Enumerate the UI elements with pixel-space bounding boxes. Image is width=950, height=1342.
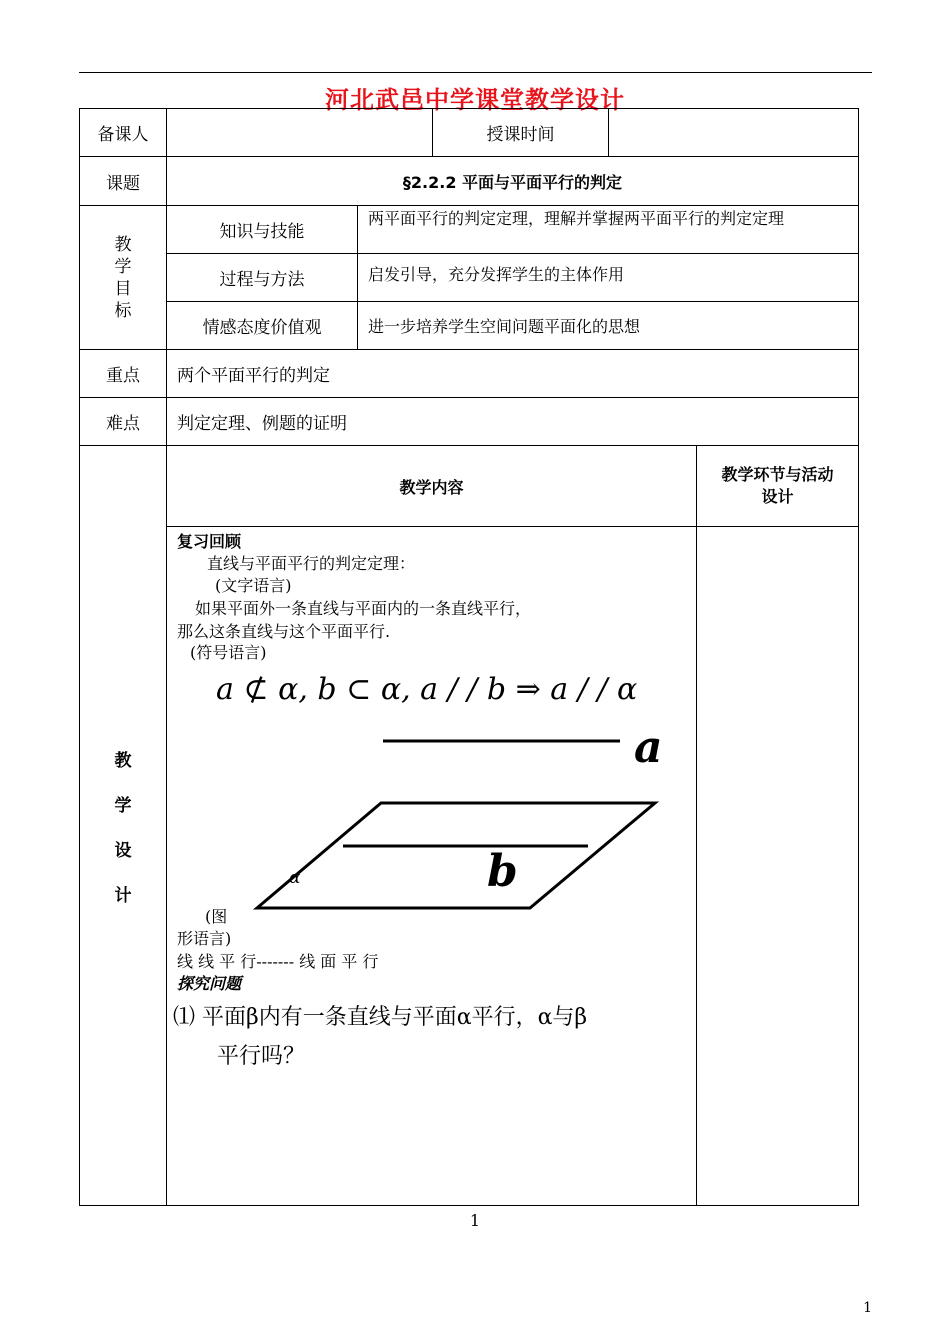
objectives-label-char: 标 (114, 300, 132, 321)
difficulty-value: 判定定理、例题的证明 (166, 397, 859, 446)
preparer-value (166, 108, 433, 157)
design-label-char: 设 (114, 840, 132, 861)
objective-content: 启发引导，充分发挥学生的主体作用 (357, 253, 859, 302)
graphic-language-label: 形语言) (177, 929, 232, 948)
header-rule (79, 72, 872, 73)
symbol-language-label: (符号语言) (190, 643, 267, 662)
topic-value: §2.2.2 平面与平面平行的判定 (166, 156, 859, 206)
summary-line: 线 线 平 行------- 线 面 平 行 (177, 952, 379, 971)
objective-category: 知识与技能 (166, 205, 358, 254)
theorem-text-line: 如果平面外一条直线与平面内的一条直线平行， (195, 599, 532, 618)
figure-label-b: b (487, 846, 518, 897)
review-heading: 复习回顾 (177, 532, 242, 551)
objective-category: 情感态度价值观 (166, 301, 358, 350)
theorem-text-line: 那么这条直线与这个平面平行. (177, 622, 391, 641)
objectives-label-char: 目 (114, 278, 132, 299)
activity-header (696, 445, 859, 527)
objective-content: 两平面平行的判定定理，理解并掌握两平面平行的判定定理 (357, 205, 859, 254)
page-number: 1 (469, 1211, 481, 1230)
design-label-char: 学 (114, 795, 132, 816)
activity-header-line: 教学环节与活动 (721, 465, 834, 484)
graphic-language-label: (图 (205, 907, 228, 926)
plane-figure (250, 725, 670, 925)
objectives-label-char: 学 (114, 256, 132, 277)
activity-header-line: 设计 (761, 487, 794, 506)
content-header: 教学内容 (166, 445, 697, 527)
formula: a ⊄ α, b ⊂ α, a / / b ⇒ a / / α (216, 672, 638, 707)
design-label-char: 教 (114, 750, 132, 771)
theorem-intro: 直线与平面平行的判定定理： (207, 554, 416, 573)
activity-cell (696, 526, 859, 1206)
objectives-label-char: 教 (114, 234, 132, 255)
plane-alpha (257, 803, 655, 908)
question-line: ⑴ 平面β内有一条直线与平面α平行，α与β (173, 1005, 588, 1030)
topic-label: 课题 (79, 156, 167, 206)
objectives-label (79, 205, 167, 350)
preparer-label: 备课人 (79, 108, 167, 157)
design-label-char: 计 (114, 885, 132, 906)
document-title: 河北武邑中学课堂教学设计 (325, 86, 625, 114)
key-point-value: 两个平面平行的判定 (166, 349, 859, 398)
question-line: 平行吗？ (217, 1044, 306, 1069)
figure-label-a: a (634, 722, 663, 773)
page-number-corner: 1 (863, 1300, 872, 1316)
design-label (79, 445, 167, 1206)
time-value (608, 108, 859, 157)
key-point-label: 重点 (79, 349, 167, 398)
time-label: 授课时间 (432, 108, 609, 157)
objective-category: 过程与方法 (166, 253, 358, 302)
objective-content: 进一步培养学生空间问题平面化的思想 (357, 301, 859, 350)
explore-heading: 探究问题 (177, 974, 242, 993)
difficulty-label: 难点 (79, 397, 167, 446)
text-language-label: (文字语言) (215, 576, 292, 595)
figure-label-alpha: α (289, 868, 301, 888)
